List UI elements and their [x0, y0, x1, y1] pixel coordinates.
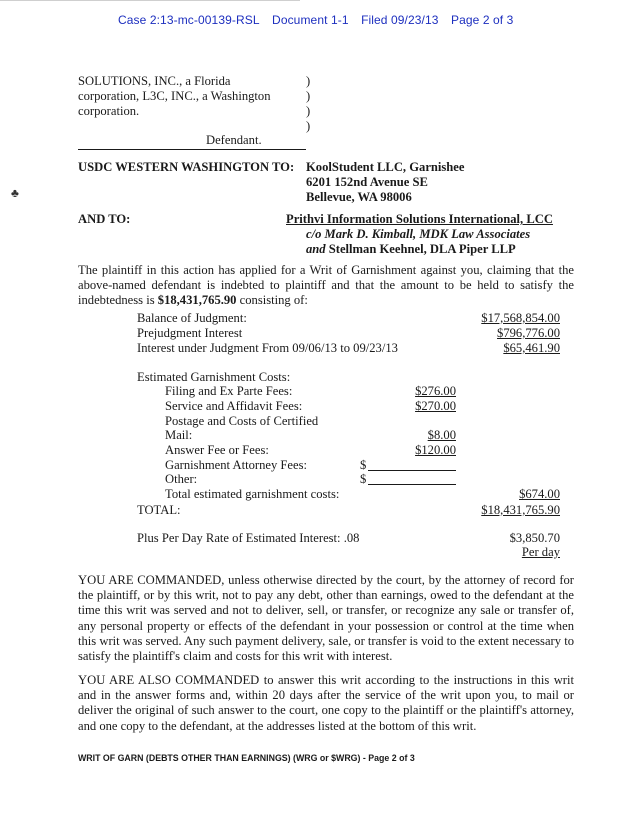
interest-value: $65,461.90: [503, 341, 560, 355]
postage-label-1: Postage and Costs of Certified: [165, 414, 319, 428]
garnishee-city: Bellevue, WA 98006: [306, 190, 412, 204]
case-header: [118, 13, 522, 27]
and-to-line-3-rest: Stellman Keehnel, DLA Piper LLP: [328, 242, 516, 256]
case-number: Case 2:13-mc-00139-RSL: [118, 13, 260, 27]
other-value: $: [360, 472, 367, 486]
page-top-edge: [0, 0, 300, 1]
caption-line-1: SOLUTIONS, INC., a Florida: [78, 74, 231, 88]
caption-paren-1: ): [306, 74, 311, 88]
and-to-label: AND TO:: [78, 212, 131, 226]
per-day-value: $3,850.70: [509, 531, 560, 545]
filing-value: $276.00: [415, 384, 456, 398]
per-day-unit: Per day: [521, 545, 560, 559]
postage-value: $8.00: [427, 428, 456, 442]
balance-label: Balance of Judgment:: [137, 311, 247, 325]
and-to-line-3: [306, 242, 516, 257]
defendant-label: Defendant.: [206, 133, 262, 147]
service-value: $270.00: [415, 399, 456, 413]
caption-paren-4: ): [306, 119, 311, 133]
intro-text-after: consisting of:: [236, 293, 308, 308]
interest-label: Interest under Judgment From 09/06/13 to 09/23/13: [137, 341, 398, 355]
total-costs-value: $674.00: [519, 487, 560, 501]
garnishee-street: 6201 152nd Avenue SE: [306, 175, 428, 189]
caption-paren-3: ): [306, 104, 311, 118]
prejudgment-value: $796,776.00: [497, 326, 560, 340]
caption-paren-2: ): [306, 89, 311, 103]
balance-value: $17,568,854.00: [481, 311, 560, 325]
caption-rule: [78, 149, 306, 150]
total-costs-label: Total estimated garnishment costs:: [165, 487, 340, 501]
filing-label: Filing and Ex Parte Fees:: [165, 384, 293, 398]
attorney-blank-line: [368, 470, 456, 471]
service-label: Service and Affidavit Fees:: [165, 399, 303, 413]
per-day-label: Plus Per Day Rate of Estimated Interest: .08: [137, 531, 360, 545]
caption-line-2: corporation, L3C, INC., a Washington: [78, 89, 271, 103]
garnishee-name: KoolStudent LLC, Garnishee: [306, 160, 465, 174]
caption-line-3: corporation.: [78, 104, 140, 118]
total-value: $18,431,765.90: [481, 503, 560, 517]
and-to-line-2: c/o Mark D. Kimball, MDK Law Associates: [306, 227, 531, 241]
filed-date: Filed 09/23/13: [361, 13, 439, 27]
intro-paragraph: [78, 263, 574, 309]
other-label: Other:: [165, 472, 198, 486]
answer-value: $120.00: [415, 443, 456, 457]
costs-heading: Estimated Garnishment Costs:: [137, 370, 291, 384]
attorney-value: $: [360, 458, 367, 472]
to-label: USDC WESTERN WASHINGTON TO:: [78, 160, 295, 174]
document-number: Document 1-1: [272, 13, 349, 27]
total-label: TOTAL:: [137, 503, 181, 517]
prejudgment-label: Prejudgment Interest: [137, 326, 243, 340]
intro-text-before: The plaintiff in this action has applied for a Writ of Garnishment against you, claiming that the above-named defendant is indebted to plaintiff and that the amount to be held to satisfy the indebtedness is: [78, 263, 574, 308]
also-commanded-paragraph: YOU ARE ALSO COMMANDED to answer this writ according to the instructions in this writ and in the answer forms and, within 20 days after the service of the writ upon you, to mail or deliver the original of such answer to the court, one copy to the plaintiff or the plaintiff's attorney, and one copy to the defendant, at the addresses listed at the bottom of this writ.: [78, 673, 574, 733]
commanded-paragraph: YOU ARE COMMANDED, unless otherwise directed by the court, by the attorney of record for the plaintiff, or by this writ, not to pay any debt, other than earnings, owed to the defendant at the time this writ was served and not to deliver, sell, or transfer, or recognize any sale or transfer of, any personal property or effects of the defendant in your possession or control at the time when this writ was served. Any such payment delivery, sale, or transfer is void to the extent necessary to satisfy the plaintiff's claim and costs for this writ with interest.: [78, 573, 574, 664]
page-indicator: Page 2 of 3: [450, 13, 514, 27]
postage-label-2: Mail:: [165, 428, 193, 442]
intro-amount: $18,431,765.90: [157, 293, 237, 308]
answer-label: Answer Fee or Fees:: [165, 443, 269, 457]
page-footer: WRIT OF GARN (DEBTS OTHER THAN EARNINGS) (WRG or $WRG) - Page 2 of 3: [78, 753, 415, 763]
other-blank-line: [368, 484, 456, 485]
and-word: and: [306, 242, 326, 256]
attorney-label: Garnishment Attorney Fees:: [165, 458, 308, 472]
margin-mark: ♣: [11, 186, 19, 200]
and-to-line-1: Prithvi Information Solutions International, LCC: [286, 212, 553, 226]
